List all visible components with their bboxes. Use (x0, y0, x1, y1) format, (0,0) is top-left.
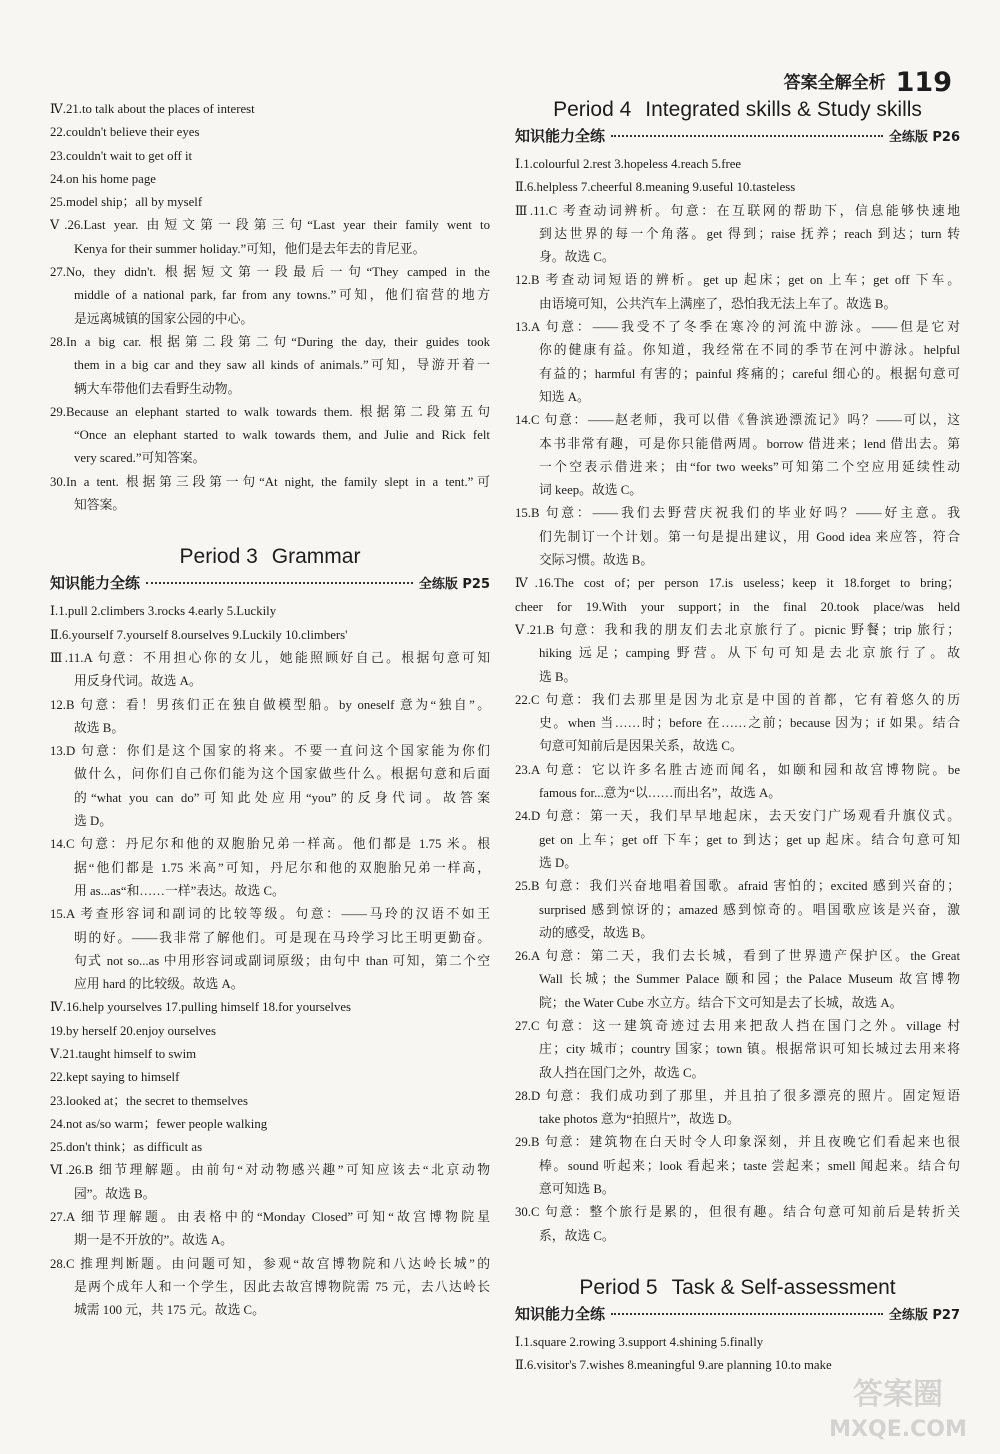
site-watermark-logo (818, 1366, 978, 1446)
page-reference: 全练版 P27 (888, 1307, 960, 1323)
answer-line: 由语境可知，公共汽车上满座了，恐怕我无法上车了。故选 B。 (539, 296, 897, 311)
answer-line: 23.looked at；the secret to themselves (50, 1093, 248, 1108)
answer-line: 意可知选 B。 (539, 1182, 615, 1197)
answer-line: 23.couldn't wait to get off it (50, 148, 193, 163)
answer-line: 本书非常有趣，可是你只能借两周。borrow 借进来；lend 借出去。第 (539, 436, 960, 451)
answer-line: very scared.”可知答案。 (74, 451, 206, 466)
answer-line: 有益的；harmful 有害的；painful 疼痛的；careful 细心的。根据句意可 (539, 366, 960, 381)
practice-label: 知识能力全练 (515, 1304, 606, 1323)
answer-line: 到达世界的每一个角落。get 得到；raise 抚养；reach 到达；turn 转 (539, 226, 960, 241)
answer-line: 26.A 句意：第二天，我们去长城，看到了世界遗产保护区。the Great (515, 949, 960, 964)
period-3-answers (50, 600, 490, 1322)
watermark-line-2: MXQE.COM (829, 1417, 967, 1442)
answer-line: 25.don't think；as difficult as (50, 1140, 203, 1155)
answer-line: 选 D。 (74, 814, 113, 829)
answer-line: 故选 B。 (74, 720, 125, 735)
answer-line: 期一是不开放的”。故选 A。 (74, 1233, 233, 1248)
answer-line: 28.C 推理判断题。由问题可知，参观“故宫博物院和八达岭长城”的 (50, 1256, 490, 1271)
answer-line: 身。故选 C。 (539, 250, 615, 265)
answer-line: 辆大车带他们去看野生动物。 (74, 381, 241, 396)
answer-line: take photos 意为“拍照片”，故选 D。 (539, 1112, 740, 1127)
answer-line: 是两个成年人和一个学生，因此去故宫博物院需 75 元，去八达岭长 (74, 1279, 490, 1294)
answer-line: 的“what you can do”可知此处应用“you”的反身代词。故答案 (74, 790, 490, 805)
answer-line: cheer for 19.With your support；in the final 20.took place/was held (515, 599, 960, 614)
answer-line: 院；the Water Cube 水立方。结合下文可知是去了长城，故选 A。 (539, 995, 903, 1010)
period-5-label: Period 5 (579, 1275, 658, 1299)
answer-line: 28.In a big car. 根据第二段第二句“During the day, their guides took (50, 334, 490, 349)
practice-label: 知识能力全练 (515, 127, 606, 145)
answer-line: 22.kept saying to himself (50, 1070, 180, 1085)
page-reference: 全练版 P26 (888, 130, 960, 145)
answer-line: Kenya for their summer holiday.”可知，他们是去年去的肯尼亚。 (74, 241, 426, 256)
page-reference: 全练版 P25 (418, 577, 490, 593)
answer-line: 庄；city 城市；country 国家；town 镇。根据常识可知长城过去用来将 (539, 1042, 960, 1057)
answer-line: 城需 100 元，共 175 元。故选 C。 (74, 1303, 265, 1318)
answer-line: Ⅴ.21.taught himself to swim (50, 1046, 197, 1061)
answer-line: 24.D 句意：第一天，我们早早地起床，去天安门广场观看升旗仪式。 (515, 809, 960, 824)
period-3-practice-bar (50, 572, 490, 593)
answer-line: get on 上车；get off 下车；get to 到达；get up 起床。结合句意可知 (539, 832, 960, 847)
answer-line: surprised 感到惊讶的；amazed 感到惊奇的。唱国歌应该是兴奋，激 (539, 902, 960, 917)
dotted-leader (611, 135, 883, 137)
answer-line: 27.C 句意：这一建筑奇迹过去用来把敌人挡在国门之外。village 村 (515, 1018, 960, 1033)
period-5-topic: Task & Self-assessment (671, 1275, 896, 1299)
answer-line: 你的健康有益。你知道，我经常在不同的季节在河中游泳。helpful (539, 343, 960, 358)
answer-line: 12.B 句意：看！男孩们正在独自做模型船。by oneself 意为“独自”。 (50, 697, 490, 712)
answer-line: 选 D。 (539, 855, 578, 870)
answer-line: 据“他们都是 1.75 米高”可知，丹尼尔和他的双胞胎兄弟一样高， (74, 860, 490, 875)
answer-line: Ⅰ.1.pull 2.climbers 3.rocks 4.early 5.Luckily (50, 604, 277, 619)
answers-part-1 (50, 98, 490, 517)
answer-line: 用反身代词。故选 A。 (74, 674, 202, 689)
page-header (784, 56, 952, 96)
answer-line: 选 B。 (539, 669, 577, 684)
period-5-practice-bar (515, 1303, 960, 1324)
answer-line: 23.A 句意：它以许多名胜古迹而闻名，如颐和园和故宫博物院。be (515, 762, 960, 777)
answer-line: 动的感受，故选 B。 (539, 925, 654, 940)
answer-line: 27.No, they didn't. 根据短文第一段最后一句“They camped in the (50, 265, 490, 280)
answer-line: 13.D 句意：你们是这个国家的将来。不要一直问这个国家能为你们 (50, 744, 490, 759)
watermark-line-1: 答案圈 (853, 1377, 943, 1412)
answer-line: 知答案。 (74, 498, 126, 513)
answer-line: 29.B 句意：建筑物在白天时令人印象深刻，并且夜晚它们看起来也很 (515, 1135, 960, 1150)
answer-line: 史。when 当……时；before 在……之前；because 因为；if 如果。结合 (539, 716, 960, 731)
period-5-title (515, 1276, 960, 1300)
answer-line: 12.B 考查动词短语的辨析。get up 起床；get on 上车；get off 下车。 (515, 273, 960, 288)
answer-line: 们先制订一个计划。第一句是提出建议，用 Good idea 来应答，符合 (539, 529, 960, 544)
answer-line: 系，故选 C。 (539, 1228, 615, 1243)
answer-line: 13.A 句意：——我受不了冬季在寒冷的河流中游泳。——但是它对 (515, 320, 960, 335)
answer-line: famous for...意为“以……而出名”，故选 A。 (539, 786, 782, 801)
answer-line: 明的好。——我非常了解他们。可是现在马玲学习比王明更勤奋。 (74, 930, 490, 945)
answer-line: Ⅲ.11.C 考查动词辨析。句意：在互联网的帮助下，信息能够快速地 (515, 203, 960, 218)
answer-line: 词 keep。故选 C。 (539, 483, 643, 498)
answer-line: Ⅲ.11.A 句意：不用担心你的女儿，她能照顾好自己。根据句意可知 (50, 650, 490, 665)
answer-line: 30.In a tent. 根据第三段第一句“At night, the family slept in a tent.”可 (50, 474, 490, 489)
answer-line: 28.D 句意：我们成功到了那里，并且拍了很多漂亮的照片。固定短语 (515, 1088, 960, 1103)
answer-line: 用 as...as“和……一样”表达。故选 C。 (74, 883, 285, 898)
answer-line: 一个空表示借进来；由“for two weeks”可知第二个空应用延续性动 (539, 459, 960, 474)
answer-line: Ⅳ.16.The cost of；per person 17.is useless；keep it 18.forget to bring； (515, 576, 960, 591)
answer-line: them in a big car and they saw all kinds of animals.”可知，导游开着一 (74, 358, 490, 373)
answer-line: 15.B 句意：——我们去野营庆祝我们的毕业好吗？——好主意。我 (515, 506, 960, 521)
answer-line: 30.C 句意：整个旅行是累的，但很有趣。结合句意可知前后是转折关 (515, 1205, 960, 1220)
answer-line: 29.Because an elephant started to walk towards them. 根据第二段第五句 (50, 404, 490, 419)
answer-line: Ⅱ.6.yourself 7.yourself 8.ourselves 9.Luckily 10.climbers' (50, 627, 348, 642)
period-4-label: Period 4 (553, 98, 632, 121)
answer-line: 24.on his home page (50, 171, 156, 186)
answer-line: 棒。sound 听起来；look 看起来；taste 尝起来；smell 闻起来。结合句 (539, 1158, 960, 1173)
answer-line: 交际习惯。故选 B。 (539, 553, 654, 568)
right-column (515, 98, 960, 1378)
period-3-title (50, 545, 490, 569)
answer-line: 24.not as/so warm；fewer people walking (50, 1116, 268, 1131)
answer-line: Ⅰ.1.square 2.rowing 3.support 4.shining 5.finally (515, 1334, 764, 1349)
answer-line: 敌人挡在国门之外，故选 C。 (539, 1065, 705, 1080)
answer-line: Ⅱ.6.helpless 7.cheerful 8.meaning 9.useful 10.tasteless (515, 180, 796, 195)
answer-line: 14.C 句意：丹尼尔和他的双胞胎兄弟一样高。他们都是 1.75 米。根 (50, 837, 490, 852)
answer-line: 25.model ship；all by myself (50, 195, 203, 210)
answer-line: 22.couldn't believe their eyes (50, 125, 200, 140)
answer-line: 句意可知前后是因果关系，故选 C。 (539, 739, 743, 754)
answer-line: 应用 hard 的比较级。故选 A。 (74, 977, 244, 992)
period-4-practice-bar (515, 125, 960, 146)
answer-line: Ⅰ.1.colourful 2.rest 3.hopeless 4.reach 5.free (515, 157, 742, 171)
dotted-leader (611, 1313, 883, 1315)
answer-line: Ⅵ.26.B 细节理解题。由前句“对动物感兴趣”可知应该去“北京动物 (50, 1163, 490, 1178)
answer-line: Ⅱ.6.visitor's 7.wishes 8.meaningful 9.are planning 10.to make (515, 1358, 832, 1373)
answer-line: 知选 A。 (539, 389, 590, 404)
answer-line: 做什么，问你们自己你们能为这个国家做些什么。根据句意和后面 (74, 767, 490, 782)
answer-line: 27.A 细节理解题。由表格中的“Monday Closed”可知“故宫博物院星 (50, 1210, 490, 1225)
answer-line: 句式 not so...as 中用形容词或副词原级；由句中 than 可知，第二个空 (74, 953, 490, 968)
answer-line: Ⅳ.16.help yourselves 17.pulling himself 18.for yourselves (50, 1000, 352, 1015)
answer-line: 22.C 句意：我们去那里是因为北京是中国的首都，它有着悠久的历 (515, 692, 960, 707)
answer-line: “Once an elephant started to walk towards them, and Julie and Rick felt (74, 428, 490, 443)
answer-line: middle of a national park, far from any towns.”可知，他们宿营的地方 (74, 288, 490, 303)
answer-line: 19.by herself 20.enjoy ourselves (50, 1023, 216, 1038)
period-4-answers (515, 153, 960, 1248)
period-4-title (515, 98, 960, 122)
answer-line: 14.C 句意：——赵老师，我可以借《鲁滨逊漂流记》吗？——可以，这 (515, 413, 960, 428)
answer-line: 15.A 考查形容词和副词的比较等级。句意：——马玲的汉语不如王 (50, 907, 490, 922)
answer-line: Ⅴ.26.Last year. 由短文第一段第三句“Last year their family went to (50, 218, 490, 233)
answer-line: Wall 长城；the Summer Palace 颐和园；the Palace Museum 故宫博物 (539, 972, 960, 987)
answer-line: hiking 远足；camping 野营。从下句可知是去北京旅行了。故 (539, 646, 960, 661)
period-3-topic: Grammar (271, 545, 361, 569)
practice-label: 知识能力全练 (50, 574, 141, 593)
header-title: 答案全解全析 (783, 73, 886, 93)
answer-line: 园”。故选 B。 (74, 1186, 156, 1201)
dotted-leader (146, 582, 413, 584)
answer-line: 25.B 句意：我们兴奋地唱着国歌。afraid 害怕的；excited 感到兴奋的； (515, 879, 960, 894)
period-4-topic: Integrated skills & Study skills (645, 98, 922, 121)
period-3-label: Period 3 (179, 545, 258, 569)
answer-line: 是远离城镇的国家公园的中心。 (74, 311, 254, 326)
answer-line: Ⅴ.21.B 句意：我和我的朋友们去北京旅行了。picnic 野餐；trip 旅行； (515, 622, 960, 637)
left-column (50, 98, 490, 1323)
page-number: 119 (895, 67, 952, 98)
answer-line: Ⅳ.21.to talk about the places of interest (50, 102, 255, 116)
